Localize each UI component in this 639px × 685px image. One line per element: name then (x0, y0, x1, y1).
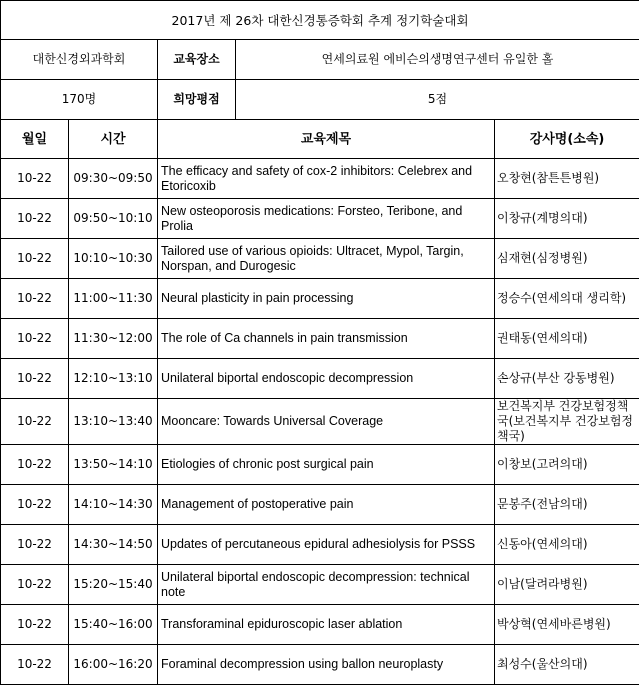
table-row (1, 485, 639, 525)
header-time: 시간 (69, 120, 158, 159)
date-cell: 10-22 (1, 605, 69, 645)
topic-cell: Transforaminal epiduroscopic laser ablation (158, 605, 495, 645)
header-topic: 교육제목 (158, 120, 495, 159)
score-value: 5점 (236, 80, 639, 120)
time-cell: 10:10~10:30 (69, 239, 158, 279)
speaker-cell: 이남(달려라병원) (495, 565, 639, 605)
time-cell: 13:50~14:10 (69, 445, 158, 485)
table-row (1, 645, 639, 685)
time-cell: 09:50~10:10 (69, 199, 158, 239)
time-cell: 11:00~11:30 (69, 279, 158, 319)
topic-cell: The role of Ca channels in pain transmission (158, 319, 495, 359)
schedule-rows (1, 159, 639, 685)
attendees-value: 170명 (1, 80, 158, 120)
date-cell: 10-22 (1, 239, 69, 279)
topic-cell: Unilateral biportal endoscopic decompression (158, 359, 495, 399)
speaker-cell: 보건복지부 건강보험정책국(보건복지부 건강보험정책국) (495, 399, 639, 445)
speaker-cell: 심재현(심정병원) (495, 239, 639, 279)
date-cell: 10-22 (1, 279, 69, 319)
header-date: 월일 (1, 120, 69, 159)
topic-cell: Tailored use of various opioids: Ultracet, Mypol, Targin, Norspan, and Durogesic (158, 239, 495, 279)
date-cell: 10-22 (1, 399, 69, 445)
date-cell: 10-22 (1, 565, 69, 605)
speaker-cell: 최성수(울산의대) (495, 645, 639, 685)
speaker-cell: 이창규(계명의대) (495, 199, 639, 239)
time-cell: 14:10~14:30 (69, 485, 158, 525)
date-cell: 10-22 (1, 645, 69, 685)
organizer-value: 대한신경외과학회 (1, 40, 158, 80)
speaker-cell: 문봉주(전남의대) (495, 485, 639, 525)
date-cell: 10-22 (1, 199, 69, 239)
date-cell: 10-22 (1, 485, 69, 525)
speaker-cell: 손상규(부산 강동병원) (495, 359, 639, 399)
table-row (1, 399, 639, 445)
table-row (1, 445, 639, 485)
page-title: 2017년 제 26차 대한신경통증학회 추계 정기학술대회 (1, 1, 639, 40)
table-row (1, 279, 639, 319)
venue-label: 교육장소 (158, 40, 236, 80)
time-cell: 09:30~09:50 (69, 159, 158, 199)
date-cell: 10-22 (1, 159, 69, 199)
time-cell: 13:10~13:40 (69, 399, 158, 445)
speaker-cell: 정승수(연세의대 생리학) (495, 279, 639, 319)
date-cell: 10-22 (1, 525, 69, 565)
speaker-cell: 신동아(연세의대) (495, 525, 639, 565)
table-row (1, 199, 639, 239)
topic-cell: Foraminal decompression using ballon neuroplasty (158, 645, 495, 685)
table-row (1, 605, 639, 645)
table-row (1, 319, 639, 359)
table-row (1, 565, 639, 605)
table-row (1, 239, 639, 279)
venue-value: 연세의료원 에비슨의생명연구센터 유일한 홀 (236, 40, 639, 80)
topic-cell: New osteoporosis medications: Forsteo, Teribone, and Prolia (158, 199, 495, 239)
speaker-cell: 이창보(고려의대) (495, 445, 639, 485)
time-cell: 15:40~16:00 (69, 605, 158, 645)
table-row (1, 359, 639, 399)
topic-cell: Mooncare: Towards Universal Coverage (158, 399, 495, 445)
table-row (1, 525, 639, 565)
topic-cell: Etiologies of chronic post surgical pain (158, 445, 495, 485)
date-cell: 10-22 (1, 359, 69, 399)
topic-cell: The efficacy and safety of cox-2 inhibitors: Celebrex and Etoricoxib (158, 159, 495, 199)
speaker-cell: 박상혁(연세바른병원) (495, 605, 639, 645)
time-cell: 16:00~16:20 (69, 645, 158, 685)
speaker-cell: 오창현(참튼튼병원) (495, 159, 639, 199)
time-cell: 12:10~13:10 (69, 359, 158, 399)
table-row (1, 159, 639, 199)
date-cell: 10-22 (1, 445, 69, 485)
header-speaker: 강사명(소속) (495, 120, 639, 159)
date-cell: 10-22 (1, 319, 69, 359)
time-cell: 15:20~15:40 (69, 565, 158, 605)
time-cell: 14:30~14:50 (69, 525, 158, 565)
score-label: 희망평점 (158, 80, 236, 120)
topic-cell: Neural plasticity in pain processing (158, 279, 495, 319)
topic-cell: Unilateral biportal endoscopic decompression: technical note (158, 565, 495, 605)
time-cell: 11:30~12:00 (69, 319, 158, 359)
topic-cell: Management of postoperative pain (158, 485, 495, 525)
speaker-cell: 권태동(연세의대) (495, 319, 639, 359)
topic-cell: Updates of percutaneous epidural adhesiolysis for PSSS (158, 525, 495, 565)
